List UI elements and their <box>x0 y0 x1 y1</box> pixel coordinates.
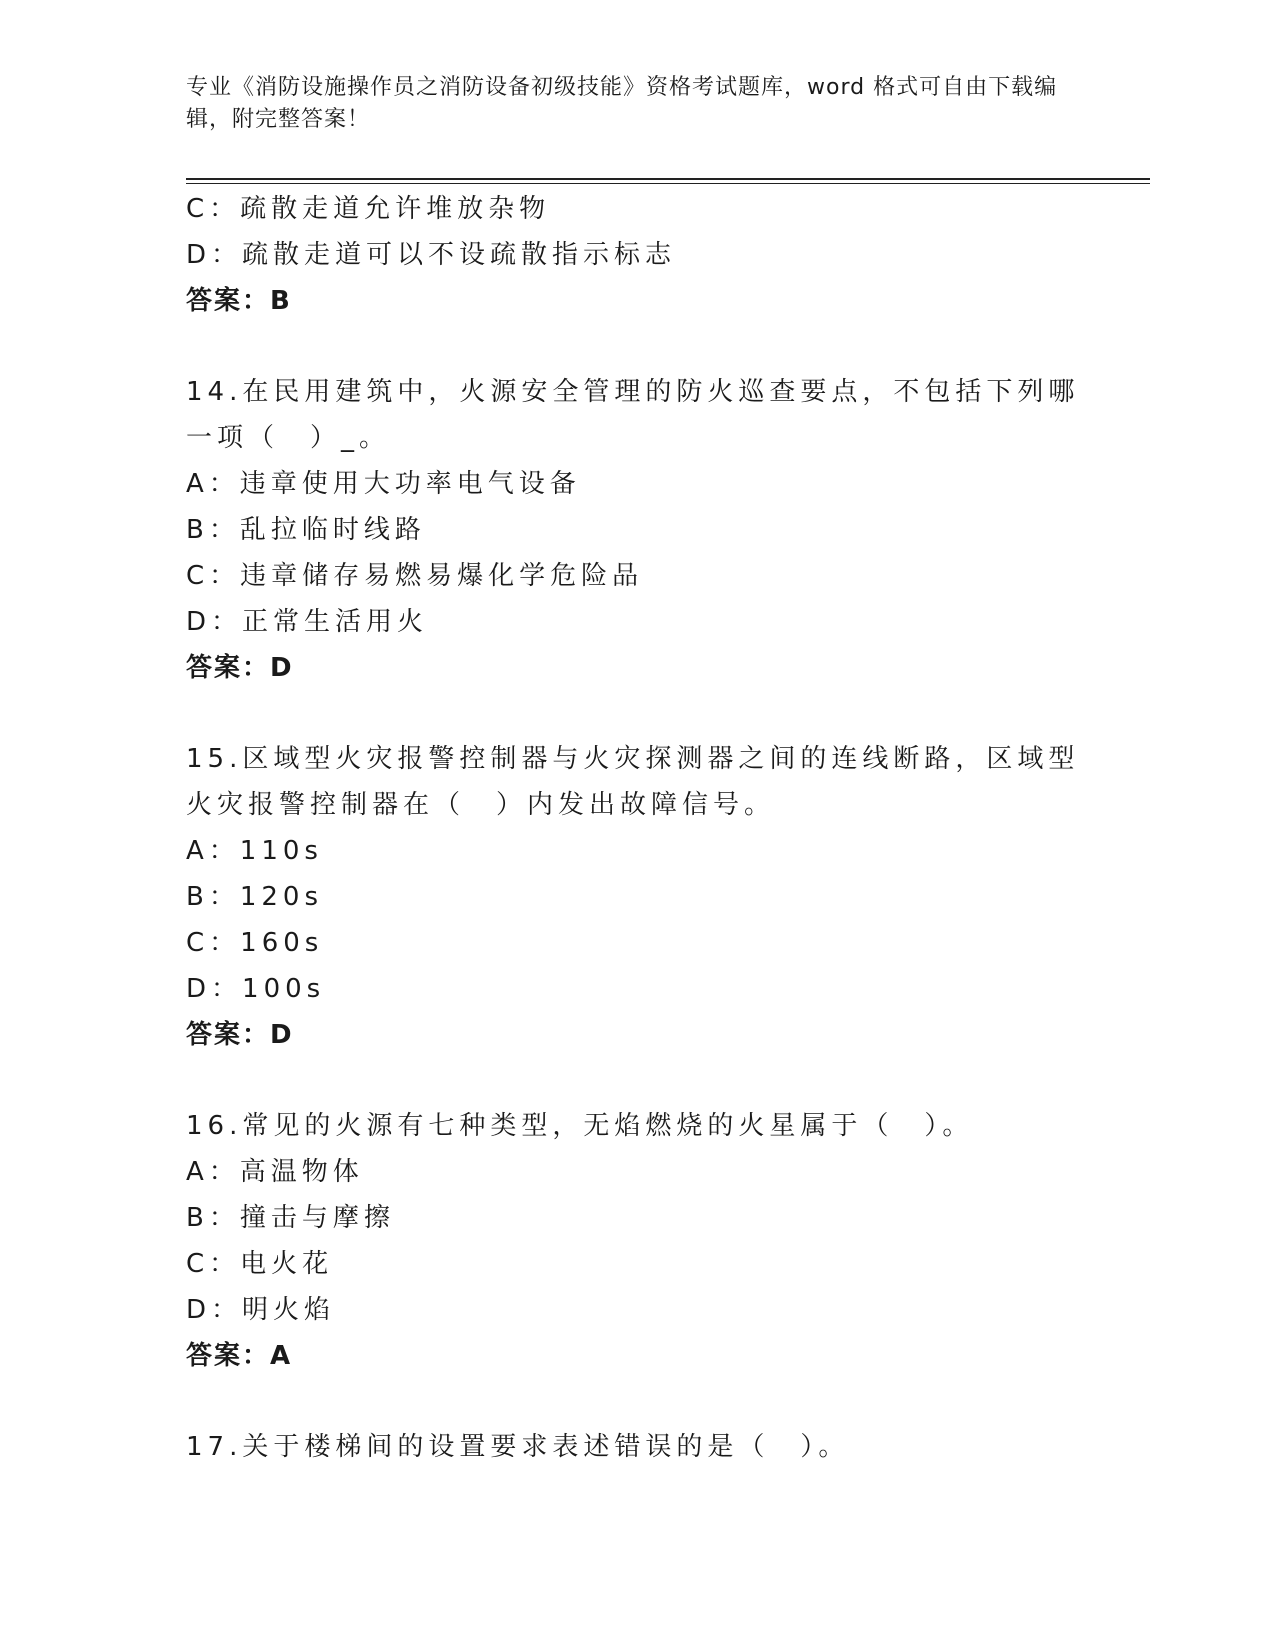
spacer <box>186 691 1086 736</box>
spacer <box>186 1058 1086 1103</box>
question-text: 16.常见的火源有七种类型，无焰燃烧的火星属于（ ）。 <box>186 1111 974 1141</box>
answer-label: 答案：D <box>186 653 294 683</box>
option-b: B：撞击与摩擦 <box>186 1203 395 1233</box>
header-text: 专业《消防设施操作员之消防设备初级技能》资格考试题库，word 格式可自由下载编辑，附完整答案！ <box>186 75 1058 132</box>
option-d: D：100s <box>186 974 326 1004</box>
prev-question-block <box>186 186 1086 324</box>
spacer <box>186 1379 1086 1424</box>
header-divider-thick <box>186 178 1150 180</box>
option-c: C：160s <box>186 928 324 958</box>
question-17-block <box>186 1424 1086 1470</box>
option-a: A：违章使用大功率电气设备 <box>186 469 581 499</box>
option-a: A：110s <box>186 836 323 866</box>
option-d: D：疏散走道可以不设疏散指示标志 <box>186 240 677 270</box>
question-14-block <box>186 369 1086 691</box>
question-text: 15.区域型火灾报警控制器与火灾探测器之间的连线断路，区域型火灾报警控制器在（ ）内发出故障信号。 <box>186 744 1080 820</box>
answer-label: 答案：B <box>186 286 292 316</box>
answer-label: 答案：D <box>186 1020 294 1050</box>
question-15-block <box>186 736 1086 1058</box>
question-text: 14.在民用建筑中，火源安全管理的防火巡查要点，不包括下列哪一项（ ）_。 <box>186 377 1080 453</box>
option-b: B：120s <box>186 882 324 912</box>
document-header <box>186 72 1066 136</box>
option-c: C：疏散走道允许堆放杂物 <box>186 194 551 224</box>
spacer <box>186 324 1086 369</box>
option-b: B：乱拉临时线路 <box>186 515 426 545</box>
question-16-block <box>186 1103 1086 1379</box>
question-list <box>186 186 1086 1470</box>
answer-label: 答案：A <box>186 1341 293 1371</box>
header-divider-thin <box>186 183 1150 184</box>
option-c: C：违章储存易燃易爆化学危险品 <box>186 561 644 591</box>
option-d: D：明火焰 <box>186 1295 336 1325</box>
question-text: 17.关于楼梯间的设置要求表述错误的是（ ）。 <box>186 1432 850 1462</box>
option-a: A：高温物体 <box>186 1157 364 1187</box>
option-d: D：正常生活用火 <box>186 607 429 637</box>
option-c: C：电火花 <box>186 1249 334 1279</box>
